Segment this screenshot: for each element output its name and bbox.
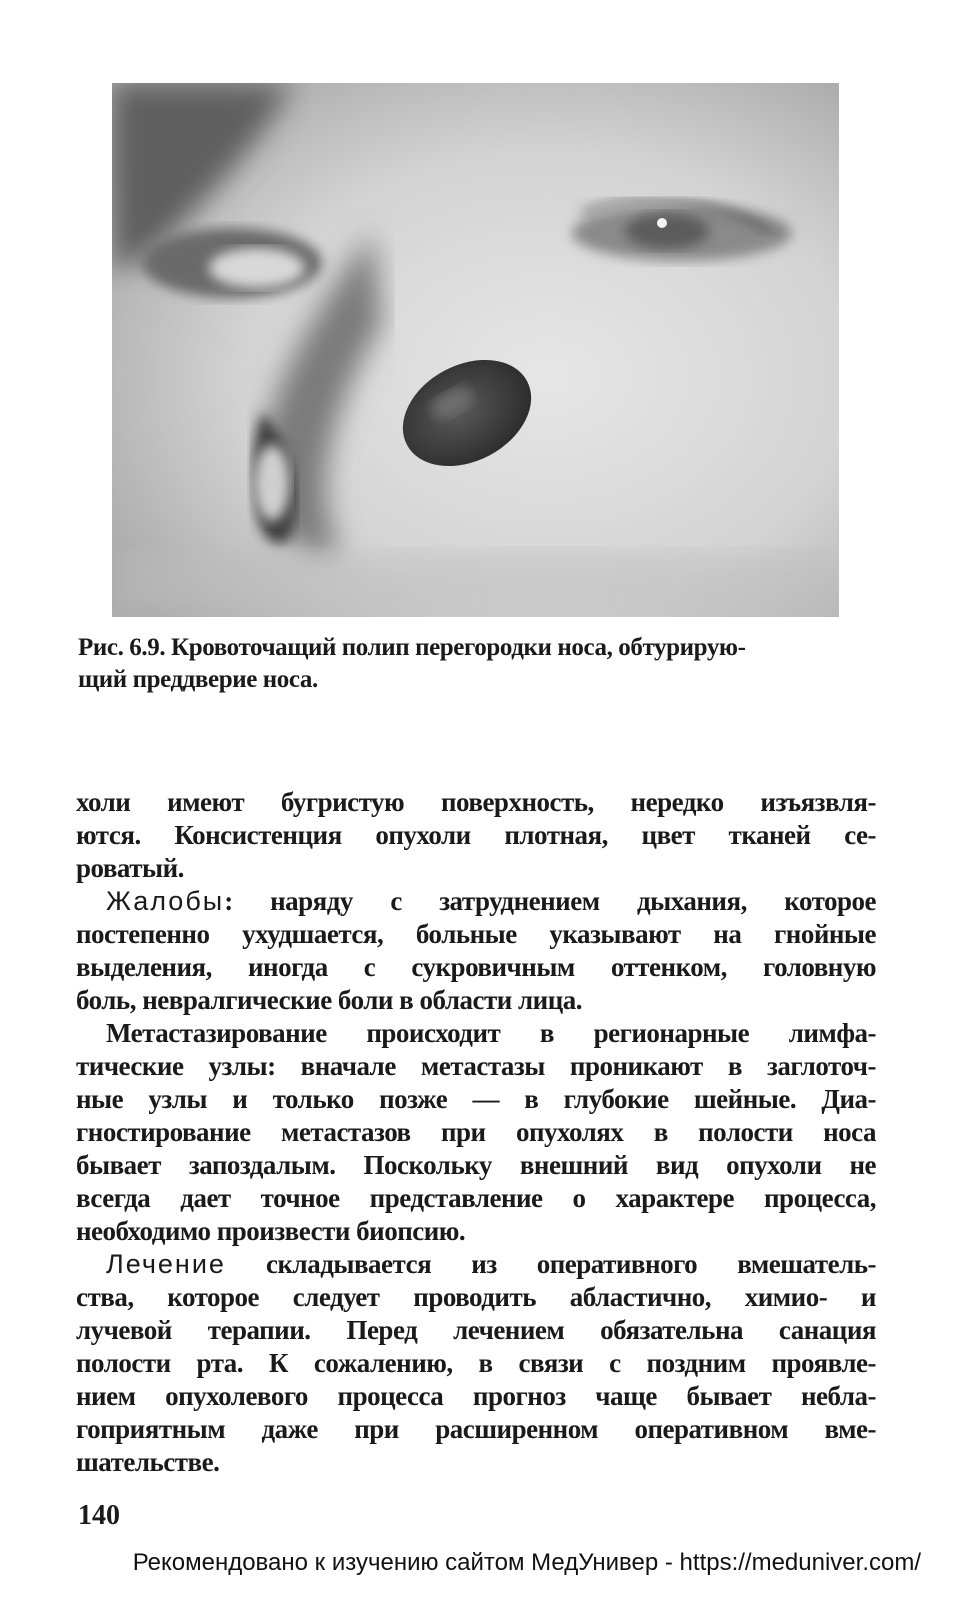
text-line: гностирование метастазов при опухолях в полости носа	[76, 1117, 876, 1147]
text-line: нием опухолевого процесса прогноз чаще бывает небла-	[76, 1381, 876, 1411]
caption-line-1: Кровоточащий полип перегородки носа, обтурирую-	[171, 634, 746, 661]
term-treatment: Лечение	[106, 1249, 226, 1279]
figure-caption	[78, 632, 878, 696]
text-line: выделения, иногда с сукровичным оттенком, головную	[76, 952, 876, 982]
text-line: шательстве.	[76, 1447, 220, 1477]
text-fragment: : наряду с затруднением дыхания, которое	[224, 886, 876, 916]
text-line: постепенно ухудшается, больные указывают на гнойные	[76, 919, 876, 949]
page-number: 140	[78, 1500, 120, 1531]
nasal-polyp-photo	[112, 83, 839, 617]
figure-photo	[112, 83, 839, 617]
caption-line-2: щий преддверие носа.	[78, 666, 318, 693]
text-line: лучевой терапии. Перед лечением обязательна санация	[76, 1315, 876, 1345]
term-complaints: Жалобы	[106, 886, 225, 916]
text-line: тические узлы: вначале метастазы проникают в заглоточ-	[76, 1051, 876, 1081]
text-line: ются. Консистенция опухоли плотная, цвет тканей се-	[76, 820, 876, 850]
text-line: ства, которое следует проводить абластично, химио- и	[76, 1282, 876, 1312]
body-text	[76, 786, 876, 1479]
text-line: холи имеют бугристую поверхность, нередко изъязвля-	[76, 787, 876, 817]
text-line: бывает запоздалым. Поскольку внешний вид опухоли не	[76, 1150, 876, 1180]
text-line: ные узлы и только позже — в глубокие шейные. Диа-	[76, 1084, 876, 1114]
text-line	[76, 885, 876, 918]
figure-label: Рис. 6.9.	[78, 634, 166, 661]
text-line: полости рта. К сожалению, в связи с поздним проявле-	[76, 1348, 876, 1378]
text-fragment: складывается из оперативного вмешатель-	[225, 1249, 876, 1279]
footer-recommendation[interactable]: Рекомендовано к изучению сайтом МедУнивер - https://meduniver.com/	[132, 1549, 921, 1576]
text-line	[76, 1248, 876, 1281]
text-line: боль, невралгические боли в области лица.	[76, 985, 583, 1015]
text-line: необходимо произвести биопсию.	[76, 1216, 466, 1246]
text-line: гоприятным даже при расширенном оперативном вме-	[76, 1414, 876, 1444]
text-line: Метастазирование происходит в регионарные лимфа-	[106, 1018, 876, 1048]
text-line: всегда дает точное представление о характере процесса,	[76, 1183, 876, 1213]
text-line: роватый.	[76, 853, 184, 883]
